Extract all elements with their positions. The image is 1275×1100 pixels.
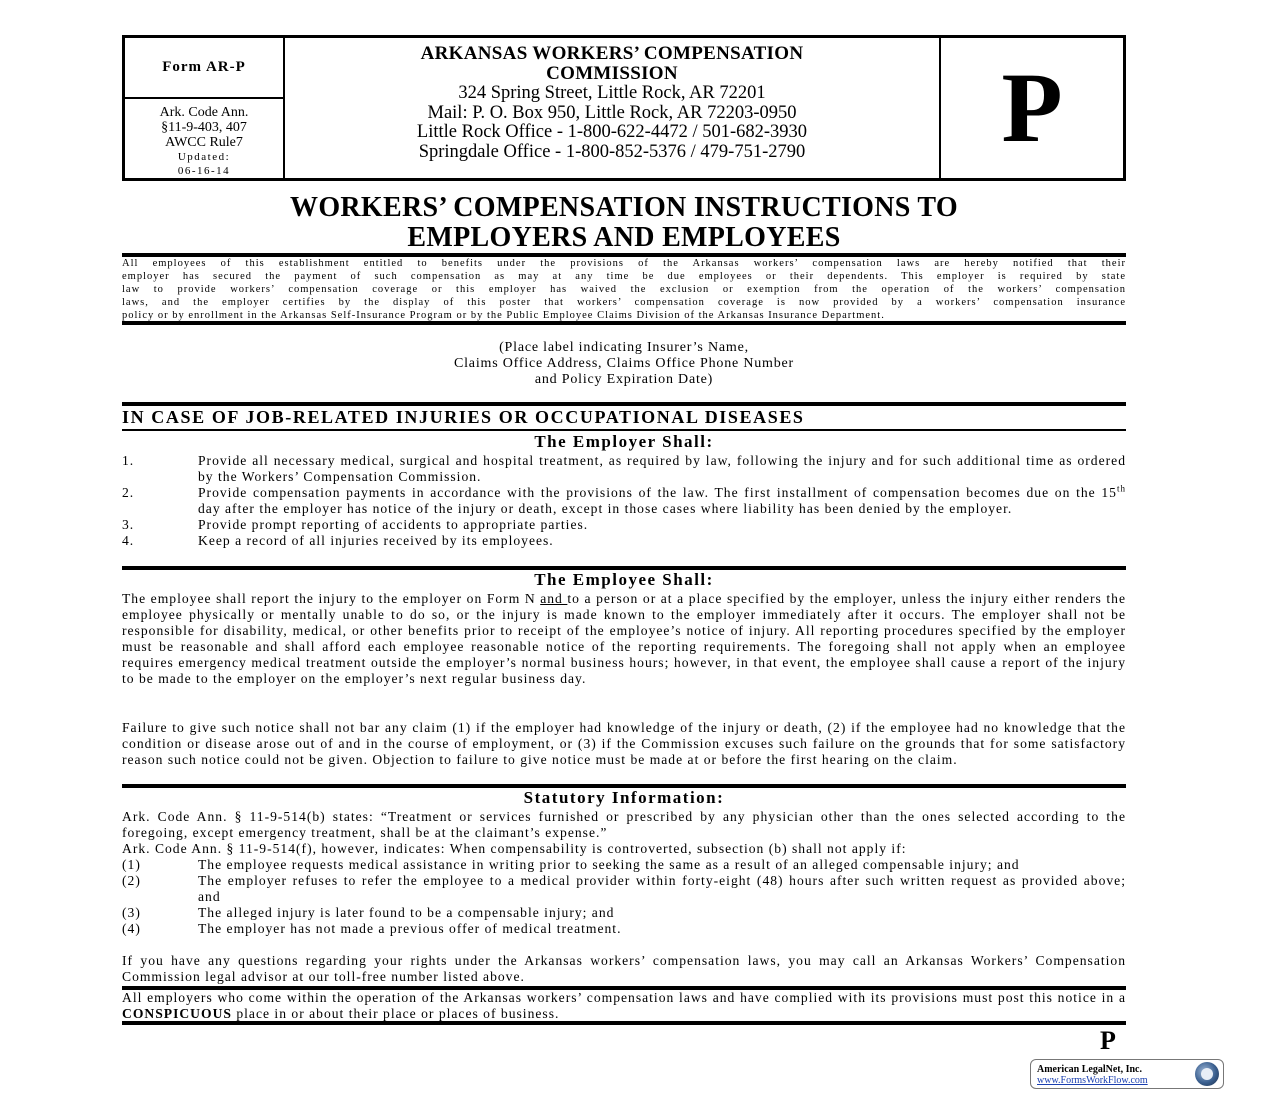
statutory-conditions-list <box>122 857 1126 937</box>
citation-line: Ark. Code Ann. <box>159 105 249 120</box>
list-item <box>122 857 1126 873</box>
item-text: Provide all necessary medical, surgical and hospital treatment, as required by law, following the injury and for such additional time as ordered by the Workers’ Compensation Commission. <box>198 453 1126 484</box>
section-heading: IN CASE OF JOB-RELATED INJURIES OR OCCUPATIONAL DISEASES <box>122 407 805 427</box>
little-rock-phone: Little Rock Office - 1-800-622-4472 / 501-682-3930 <box>416 122 808 142</box>
item-text <box>198 485 1126 517</box>
statute-exception: Ark. Code Ann. § 11-9-514(f), however, indicates: When compensability is controverted, subsection (b) shall not apply if: <box>122 841 907 856</box>
superscript: th <box>1116 483 1126 494</box>
mailing-address: Mail: P. O. Box 950, Little Rock, AR 72203-0950 <box>427 102 797 123</box>
item-text: Keep a record of all injuries received by its employees. <box>198 533 554 548</box>
street-address: 324 Spring Street, Little Rock, AR 72201 <box>458 83 766 103</box>
label-line: (Place label indicating Insurer’s Name, <box>499 340 749 355</box>
statute-citation <box>125 99 283 178</box>
item-number: 3. <box>122 517 135 532</box>
item-text: The employee requests medical assistance in writing prior to seeking the same as a result of an alleged compensable injury; and <box>198 857 1020 872</box>
agency-name: ARKANSAS WORKERS’ COMPENSATION <box>420 43 804 64</box>
text-part: The employee shall report the injury to the employer on Form N <box>122 591 541 606</box>
item-text: The employer refuses to refer the employee to a medical provider within forty-eight (48) hours after such written request as provided above; and <box>198 873 1126 904</box>
form-info-column <box>125 38 285 178</box>
employee-duties-paragraph <box>122 591 1126 687</box>
divider <box>122 321 1126 325</box>
intro-line: policy or by enrollment in the Arkansas Self-Insurance Program or by the Public Employee Claims Division of the Arkansas Insurance Department. <box>122 310 885 321</box>
divider <box>122 1021 1126 1025</box>
list-item <box>122 873 1126 905</box>
item-text: Provide prompt reporting of accidents to appropriate parties. <box>198 517 589 532</box>
item-number: 1. <box>122 453 135 468</box>
form-letter: P <box>1001 52 1063 163</box>
intro-line: employer has secured the payment of such compensation as may at any time be due employees or their dependents. This employer is required by state <box>122 271 1126 282</box>
footer-letter: P <box>1100 1026 1116 1055</box>
list-item <box>122 485 1126 517</box>
item-number: (2) <box>122 873 141 888</box>
statutory-block <box>122 809 1126 857</box>
item-text: The alleged injury is later found to be a compensable injury; and <box>198 905 615 920</box>
intro-line: laws, and the employer certifies by the display of this poster that workers’ compensation coverage is now provided by a workers’ compensation insurance <box>122 297 1126 308</box>
text-part: to a person or at a place specified by the employer, unless the injury either renders the employee physically or mentally unable to do so, or the injury is made known to the employer immediately after it occurs. The employer shall not be responsible for disability, medical, or other benefits prior to receipt of the employee’s notice of injury. All reporting procedures specified by the employer must be reasonable and shall afford each employee reasonable notice of the reporting requirements. The foregoing shall not apply when an employee requires emergency medical treatment outside the employer’s normal business hours; however, in that event, the employee shall cause a report of the injury to be made to the employer on the employer’s next regular business day. <box>122 591 1126 686</box>
underlined-text: and <box>540 591 568 606</box>
statute-quote: Ark. Code Ann. § 11-9-514(b) states: “Treatment or services furnished or prescribed by any physician other than the ones selected according to the foregoing, except emergency treatment, shall be at the claimant’s expense.” <box>122 809 1126 840</box>
item-number: (3) <box>122 905 141 920</box>
divider <box>122 402 1126 406</box>
item-number: (4) <box>122 921 141 936</box>
citation-line: §11-9-403, 407 <box>161 120 247 135</box>
divider <box>122 429 1126 431</box>
text-part: place in or about their place or places of business. <box>231 1006 560 1021</box>
agency-name-cont: COMMISSION <box>546 63 678 84</box>
globe-logo-icon <box>1195 1062 1219 1086</box>
item-number: 2. <box>122 485 135 500</box>
notice-failure-paragraph: Failure to give such notice shall not bar any claim (1) if the employer had knowledge of the injury or death, (2) if the employee had no knowledge that the condition or disease arose out of and in the course of employment, or (3) if the Commission excuses such failure on the grounds that for some satisfactory reason such notice could not be given. Objection to failure to give notice must be made at or before the first hearing on the claim. <box>122 720 1126 767</box>
label-line: and Policy Expiration Date) <box>534 372 714 387</box>
page-title <box>122 193 1126 253</box>
updated-label: Updated: <box>177 151 231 163</box>
list-item <box>122 905 1126 921</box>
list-item <box>122 921 1126 937</box>
employee-heading: The Employee Shall: <box>534 570 714 589</box>
list-item <box>122 533 1126 549</box>
emphasis-text: CONSPICUOUS <box>122 1006 232 1021</box>
springdale-phone: Springdale Office - 1-800-852-5376 / 479-751-2790 <box>418 141 806 162</box>
citation-line: AWCC Rule7 <box>165 135 243 150</box>
item-number: (1) <box>122 857 141 872</box>
text-part: day after the employer has notice of the injury or death, except in those cases where liability has been denied by the employer. <box>198 501 1013 516</box>
header-box <box>122 35 1126 181</box>
publisher-name: American LegalNet, Inc. <box>1037 1064 1142 1075</box>
publisher-link[interactable]: www.FormsWorkFlow.com <box>1037 1075 1148 1086</box>
updated-date: 06-16-14 <box>177 165 231 177</box>
list-item <box>122 517 1126 533</box>
form-id: Form AR-P <box>125 38 283 99</box>
publisher-badge <box>1030 1059 1224 1089</box>
list-item <box>122 453 1126 485</box>
title-line: WORKERS’ COMPENSATION INSTRUCTIONS TO <box>290 192 958 223</box>
insurer-label-area <box>122 340 1126 388</box>
title-line: EMPLOYERS AND EMPLOYEES <box>407 222 841 253</box>
intro-line: All employees of this establishment entitled to benefits under the provisions of the Arkansas workers’ compensation laws are hereby notified that their <box>122 258 1126 269</box>
label-line: Claims Office Address, Claims Office Phone Number <box>453 356 795 371</box>
text-part: Provide compensation payments in accordance with the provisions of the law. The first installment of compensation becomes due on the 15 <box>198 485 1117 500</box>
text-part: All employers who come within the operation of the Arkansas workers’ compensation laws and have complied with its provisions must post this notice in a <box>122 990 1126 1005</box>
item-text: The employer has not made a previous offer of medical treatment. <box>198 921 622 936</box>
item-number: 4. <box>122 533 135 548</box>
agency-info <box>285 38 941 178</box>
employer-duties-list <box>122 453 1126 549</box>
statutory-heading: Statutory Information: <box>523 788 725 807</box>
employer-heading: The Employer Shall: <box>534 432 714 451</box>
questions-paragraph: If you have any questions regarding your rights under the Arkansas workers’ compensation laws, you may call an Arkansas Workers’ Compensation Commission legal advisor at our toll-free number listed above. <box>122 953 1126 984</box>
intro-line: law to provide workers’ compensation coverage or this employer has waived the exclusion or exemption from the operation of the workers’ compensation <box>122 284 1126 295</box>
intro-notice <box>122 257 1126 322</box>
posting-requirement <box>122 990 1126 1022</box>
